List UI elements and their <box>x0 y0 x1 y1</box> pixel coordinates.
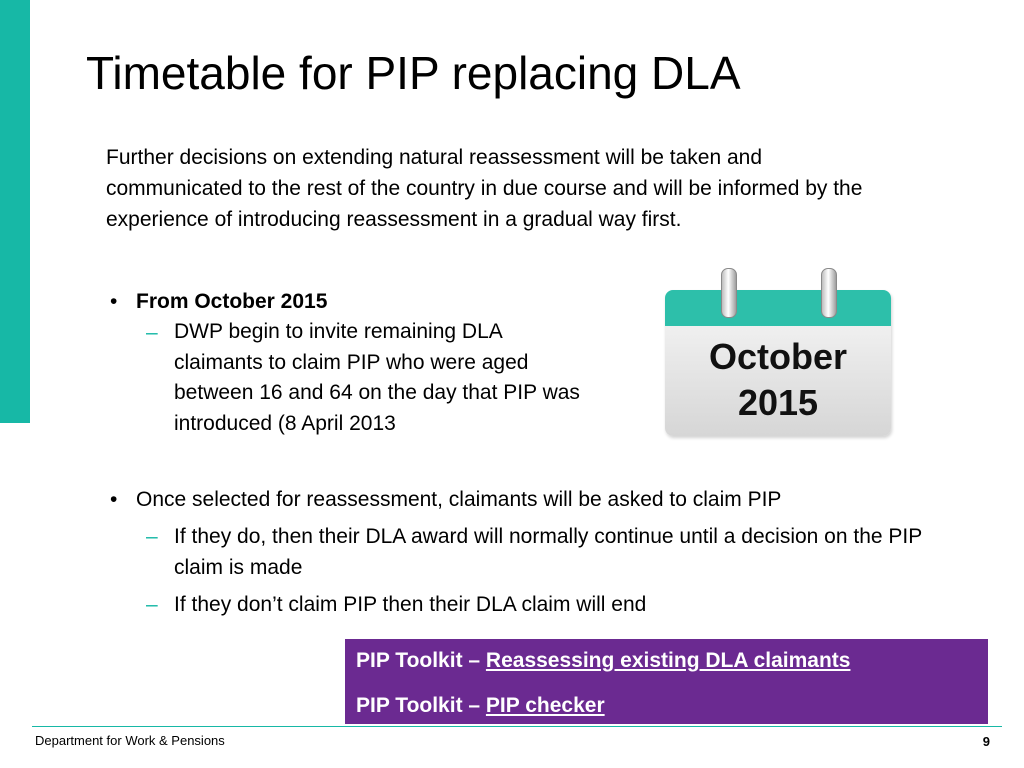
bullet-list-1 <box>110 286 630 439</box>
pip-checker-link[interactable]: PIP checker <box>485 694 605 717</box>
page-number: 9 <box>982 734 990 749</box>
calendar-header <box>665 290 891 326</box>
sub-bullet-item <box>110 589 990 620</box>
bullet-text: From October 2015 <box>136 290 328 313</box>
sub-bullet-marker: – <box>146 593 158 616</box>
reassessing-dla-claimants-link[interactable]: Reassessing existing DLA claimants <box>485 649 851 672</box>
bullet-list-2 <box>110 484 990 620</box>
calendar-ring-left <box>721 268 737 318</box>
calendar-year: 2015 <box>737 382 819 423</box>
calendar-icon <box>665 268 891 438</box>
toolkit-box <box>345 639 988 724</box>
sub-bullet-text: If they do, then their DLA award will normally continue until a decision on the PIP claim is made <box>174 525 922 579</box>
bullet-text: Once selected for reassessment, claimants will be asked to claim PIP <box>136 488 782 511</box>
footer-divider <box>32 726 1002 727</box>
bullet-marker: • <box>110 290 118 313</box>
bullet-marker: • <box>110 488 118 511</box>
toolkit-prefix: PIP Toolkit – <box>356 649 486 672</box>
calendar-date <box>665 334 891 426</box>
toolkit-prefix: PIP Toolkit – <box>356 694 486 717</box>
sub-bullet-marker: – <box>146 321 158 344</box>
bullet-item <box>110 484 990 515</box>
sub-bullet-item <box>110 521 990 583</box>
sub-bullet-text: DWP begin to invite remaining DLA claimants to claim PIP who were aged between 16 and 64 on the day that PIP was introduced (8 April 2013 <box>174 320 580 435</box>
calendar-ring-right <box>821 268 837 318</box>
intro-paragraph: Further decisions on extending natural reassessment will be taken and communicated to the rest of the country in due course and will be informed by the experience of introducing reassessment in a gradual way first. <box>106 146 863 231</box>
department-name: Department for Work & Pensions <box>35 733 225 748</box>
toolkit-line-pip-checker <box>356 694 605 718</box>
page-title: Timetable for PIP replacing DLA <box>86 47 741 99</box>
accent-bar <box>0 0 30 423</box>
sub-bullet-text: If they don’t claim PIP then their DLA claim will end <box>174 593 647 616</box>
sub-bullet-marker: – <box>146 525 158 548</box>
bullet-item <box>110 286 630 317</box>
calendar-month: October <box>708 336 848 377</box>
sub-bullet-item <box>110 317 630 439</box>
toolkit-line-reassessing <box>356 649 850 673</box>
